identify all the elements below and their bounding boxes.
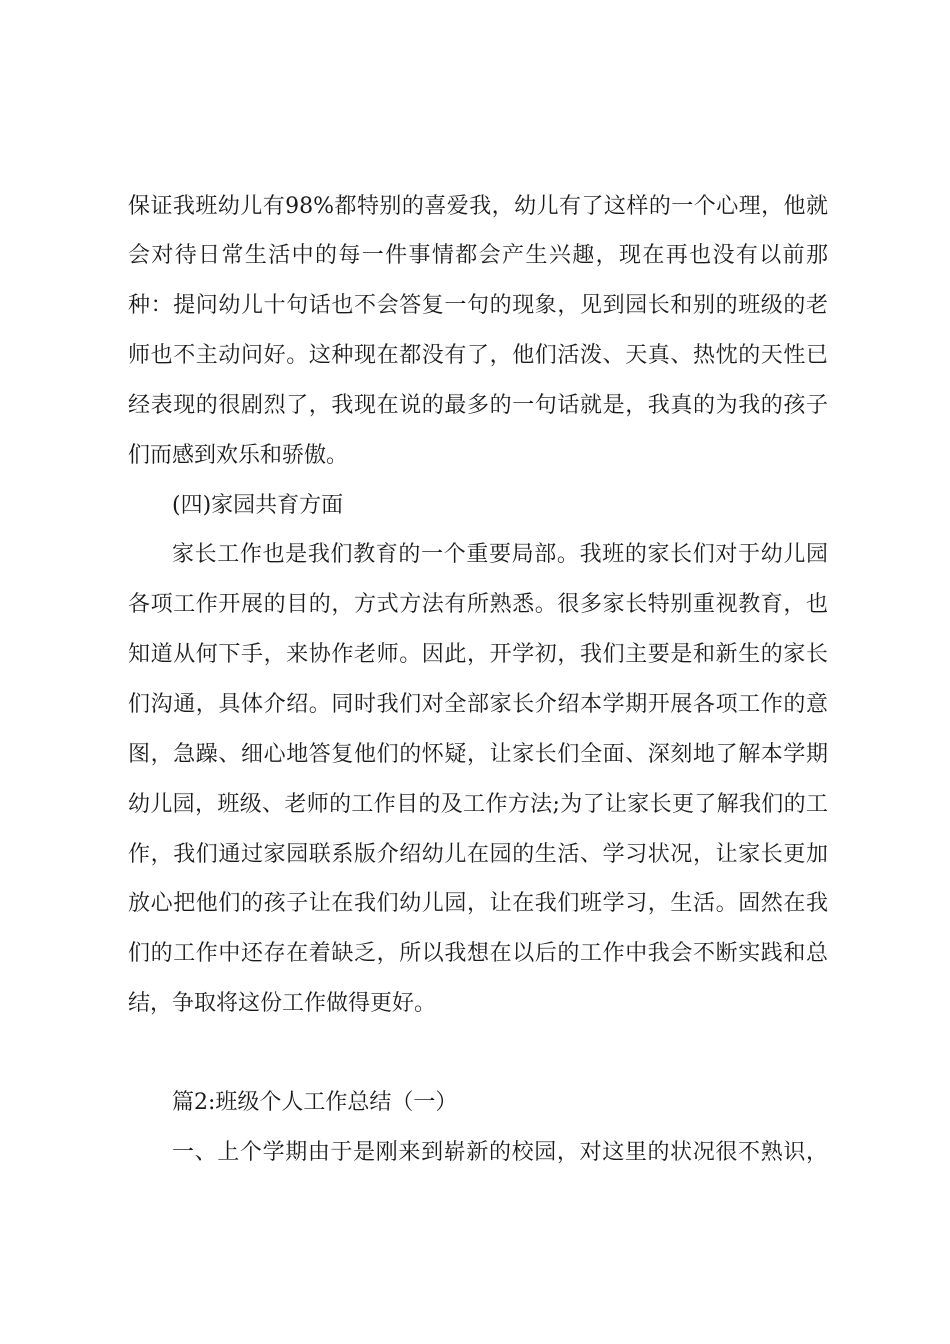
text-line: 幼儿园，班级、老师的工作目的及工作方法;为了让家长更了解我们的工 — [128, 792, 828, 817]
text-line: 保证我班幼儿有98%都特别的喜爱我，幼儿有了这样的一个心理，他就 — [128, 194, 828, 219]
text-line: 作，我们通过家园联系版介绍幼儿在园的生活、学习状况，让家长更加 — [128, 842, 828, 867]
text-line: 师也不主动问好。这种现在都没有了，他们活泼、天真、热忱的天性已 — [128, 343, 828, 368]
text-line: 结，争取将这份工作做得更好。 — [128, 991, 437, 1016]
text-line: 各项工作开展的目的，方式方法有所熟悉。很多家长特别重视教育，也 — [128, 592, 828, 617]
text-line: 经表现的很剧烈了，我现在说的最多的一句话就是，我真的为我的孩子 — [128, 393, 828, 418]
text-line: 种：提问幼儿十句话也不会答复一句的现象，见到园长和别的班级的老 — [128, 293, 828, 318]
chapter-title: 篇2:班级个人工作总结（一） — [172, 1090, 458, 1115]
text-line: 会对待日常生活中的每一件事情都会产生兴趣，现在再也没有以前那 — [128, 243, 828, 268]
text-line: 知道从何下手，来协作老师。因此，开学初，我们主要是和新生的家长 — [128, 642, 828, 667]
text-line: 们沟通，具体介绍。同时我们对全部家长介绍本学期开展各项工作的意 — [128, 692, 828, 717]
text-line: 图，急躁、细心地答复他们的怀疑，让家长们全面、深刻地了解本学期 — [128, 742, 828, 767]
text-line: 们而感到欢乐和骄傲。 — [128, 443, 349, 468]
text-line: 放心把他们的孩子让在我们幼儿园，让在我们班学习，生活。固然在我 — [128, 891, 828, 916]
text-line: 们的工作中还存在着缺乏，所以我想在以后的工作中我会不断实践和总 — [128, 941, 828, 966]
section-heading: (四)家园共育方面 — [172, 493, 344, 518]
text-line: 一、上个学期由于是刚来到崭新的校园，对这里的状况很不熟识， — [172, 1140, 828, 1165]
text-line: 家长工作也是我们教育的一个重要局部。我班的家长们对于幼儿园 — [172, 542, 828, 567]
